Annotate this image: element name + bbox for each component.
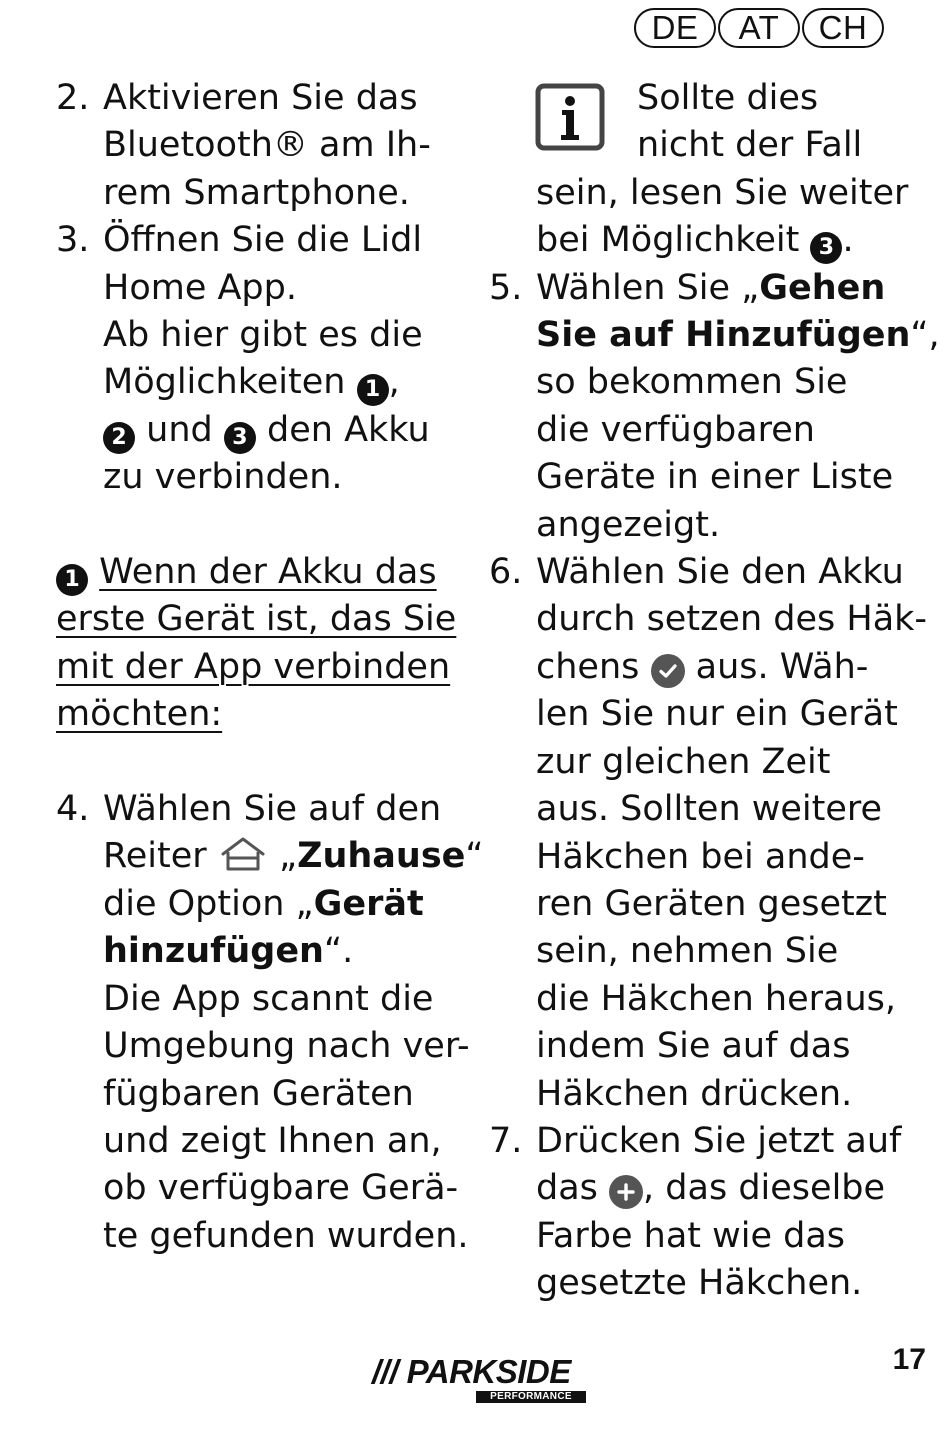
brand-subtitle: PERFORMANCE [476, 1391, 586, 1403]
option-1-icon: 1 [56, 564, 88, 596]
step-text: Drücken Sie jetzt auf [536, 1120, 902, 1161]
text-fragment: den Akku [267, 409, 430, 450]
option-1-heading [56, 549, 476, 739]
spacer [56, 739, 476, 786]
step-text: angezeigt. [536, 504, 721, 545]
step-text: Wählen Sie den Akku [536, 552, 904, 593]
text-fragment: . [842, 220, 854, 261]
text-fragment: “, [910, 315, 940, 356]
step-text: so bekommen Sie [536, 362, 848, 403]
step-text [103, 881, 476, 928]
text-fragment: “ [465, 836, 484, 877]
step-text: Home App. [103, 267, 297, 308]
step-number: 7. [489, 1120, 523, 1161]
text-fragment: Gerät [313, 883, 424, 924]
parkside-logo [372, 1353, 588, 1402]
step-text: Farbe hat wie das [536, 1215, 846, 1256]
step-number: 5. [489, 267, 523, 308]
text-fragment: “. [323, 931, 354, 972]
heading-text: erste Gerät ist, das Sie [56, 599, 457, 640]
country-badge-de: DE [634, 8, 716, 48]
text-fragment: chens [536, 646, 640, 687]
step-text: Geräte in einer Liste [536, 457, 894, 498]
step-7 [489, 1118, 909, 1308]
step-text: die verfügbaren [536, 409, 815, 450]
step-number: 3. [56, 220, 90, 261]
step-text: Umgebung nach ver- [103, 1026, 470, 1067]
text-fragment: hinzufügen [103, 931, 324, 972]
step-text [536, 1165, 909, 1212]
step-text [103, 928, 476, 975]
text-fragment: Wenn der Akku das [99, 552, 437, 593]
step-text: ob verfügbare Gerä- [103, 1168, 459, 1209]
text-fragment: die Option „ [103, 883, 314, 924]
step-text: Häkchen bei ande- [536, 836, 865, 877]
spacer [56, 502, 476, 549]
text-fragment: , das dieselbe [643, 1168, 886, 1209]
text-fragment: Sie auf Hinzufügen [536, 315, 911, 356]
plus-circle-icon [609, 1175, 643, 1209]
step-text [103, 407, 476, 454]
step-number: 2. [56, 78, 90, 118]
text-fragment: das [536, 1168, 598, 1209]
page-number: 17 [892, 1343, 926, 1376]
step-text: ren Geräten gesetzt [536, 883, 887, 924]
note-text: Sollte dies [637, 78, 819, 118]
step-text: indem Sie auf das [536, 1026, 851, 1067]
step-text: rem Smartphone. [103, 172, 410, 213]
step-text [536, 644, 909, 691]
step-text: zur gleichen Zeit [536, 741, 831, 782]
text-fragment: Zuhause [297, 836, 466, 877]
note-text: sein, lesen Sie weiter [536, 172, 909, 213]
note-text: nicht der Fall [637, 125, 863, 166]
text-fragment: bei Möglichkeit [536, 220, 800, 261]
text-fragment: Möglichkeiten [103, 362, 346, 403]
step-number: 6. [489, 552, 523, 593]
step-4 [56, 786, 484, 1260]
step-3 [56, 217, 476, 501]
step-text: und zeigt Ihnen an, [103, 1120, 442, 1161]
option-2-icon: 2 [103, 422, 135, 454]
left-column [56, 75, 484, 1260]
step-text: Bluetooth® am Ih- [103, 125, 431, 166]
text-fragment: und [146, 409, 213, 450]
country-badge-ch: CH [802, 8, 884, 48]
step-6 [489, 549, 928, 1118]
option-3-icon: 3 [810, 232, 842, 264]
step-text: durch setzen des Häk- [536, 599, 928, 640]
step-5 [489, 265, 940, 549]
step-text [536, 265, 909, 312]
brand-name: /// PARKSIDE [372, 1353, 571, 1390]
option-1-icon: 1 [357, 374, 389, 406]
step-text [103, 359, 476, 406]
heading-text [56, 549, 476, 596]
home-icon [218, 835, 268, 873]
step-text: Ab hier gibt es die [103, 315, 423, 356]
step-text: fügbaren Geräten [103, 1073, 414, 1114]
text-fragment: Gehen [759, 267, 886, 308]
step-text: zu verbinden. [103, 457, 343, 498]
note-text [489, 217, 909, 264]
step-text: aus. Sollten weitere [536, 789, 883, 830]
info-note [489, 75, 909, 265]
step-text: Öffnen Sie die Lidl [103, 220, 423, 261]
step-text: Aktivieren Sie das [103, 78, 418, 118]
step-text: te gefunden wurden. [103, 1215, 469, 1256]
info-icon [535, 83, 605, 153]
step-text: Wählen Sie auf den [103, 789, 442, 830]
country-badges [634, 8, 884, 48]
text-fragment: , [388, 362, 400, 403]
option-3-icon: 3 [224, 422, 256, 454]
step-text: sein, nehmen Sie [536, 931, 839, 972]
step-text: len Sie nur ein Gerät [536, 694, 898, 735]
text-fragment: aus. Wäh- [695, 646, 869, 687]
step-2 [56, 75, 476, 217]
text-fragment: Reiter [103, 836, 207, 877]
step-text: gesetzte Häkchen. [536, 1263, 863, 1304]
right-column [489, 75, 940, 1308]
heading-text: mit der App verbinden [56, 646, 451, 687]
text-fragment: Wählen Sie „ [536, 267, 760, 308]
step-text: Die App scannt die [103, 978, 434, 1019]
step-number: 4. [56, 789, 90, 830]
country-badge-at: AT [718, 8, 800, 48]
checkmark-circle-icon [651, 654, 685, 688]
step-text: Häkchen drücken. [536, 1073, 853, 1114]
step-text: die Häkchen heraus, [536, 978, 896, 1019]
text-fragment: „ [278, 836, 298, 877]
step-text [103, 833, 484, 880]
heading-text: möchten: [56, 694, 223, 735]
step-text [536, 312, 940, 359]
